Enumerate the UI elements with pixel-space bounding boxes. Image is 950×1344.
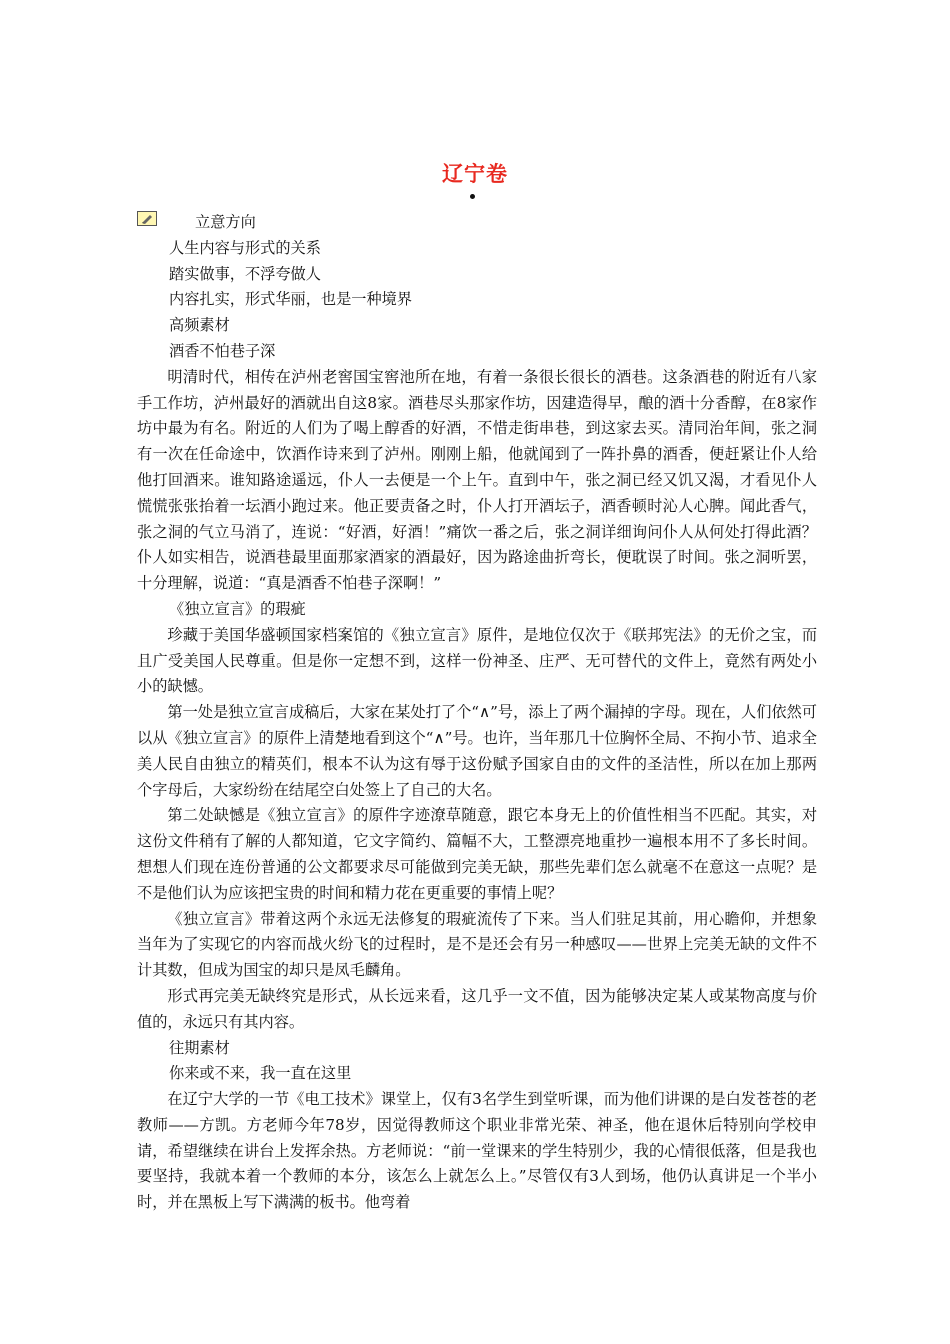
document-title: 辽宁卷 bbox=[442, 162, 508, 186]
heading-line: 高频素材 bbox=[169, 316, 230, 335]
heading-line: 《独立宣言》的瑕疵 bbox=[169, 599, 306, 618]
body-paragraph: 形式再完美无缺终究是形式，从长远来看，这几乎一文不值，因为能够决定某人或某物高度与价值的，永远只有其内容。 bbox=[137, 986, 817, 1031]
heading-line: 人生内容与形式的关系 bbox=[169, 238, 321, 257]
heading-line: 往期素材 bbox=[169, 1038, 230, 1057]
body-paragraph: 第一处是独立宣言成稿后，大家在某处打了个“∧”号，添上了两个漏掉的字母。现在，人们依然可以从《独立宣言》的原件上清楚地看到这个“∧”号。也许，当年那几十位胸怀全局、不拘小节、追求全美人民自由独立的精英们，根本不认为这有辱于这份赋予国家自由的文件的圣洁性，所以在加上那两个字母后，大家纷纷在结尾空白处签上了自己的大名。 bbox=[137, 703, 817, 799]
body-paragraph: 珍藏于美国华盛顿国家档案馆的《独立宣言》原件，是地位仅次于《联邦宪法》的无价之宝，而且广受美国人民尊重。但是你一定想不到，这样一份神圣、庄严、无可替代的文件上，竟然有两处小小的缺憾。 bbox=[137, 625, 817, 696]
heading-line: 踏实做事，不浮夸做人 bbox=[169, 264, 321, 283]
heading-line: 内容扎实，形式华丽，也是一种境界 bbox=[169, 290, 412, 309]
heading-line: 酒香不怕巷子深 bbox=[169, 341, 276, 360]
heading-line: 立意方向 bbox=[195, 213, 256, 231]
body-paragraph: 在辽宁大学的一节《电工技术》课堂上，仅有3名学生到堂听课，而为他们讲课的是白发苍苍的老教师——方凯。方老师今年78岁，因觉得教师这个职业非常光荣、神圣，他在退休后特别向学校申请，希望继续在讲台上发挥余热。方老师说：“前一堂课来的学生特别少，我的心情很低落，但是我也要坚持，我就本着一个教师的本分，该怎么上就怎么上。”尽管仅有3人到场，他仍认真讲足一个半小时，并在黑板上写下满满的板书。他弯着 bbox=[137, 1090, 817, 1212]
body-paragraph: 第二处缺憾是《独立宣言》的原件字迹潦草随意，跟它本身无上的价值性相当不匹配。其实，对这份文件稍有了解的人都知道，它文字简约、篇幅不大，工整漂亮地重抄一遍根本用不了多长时间。想想人们现在连份普通的公文都要求尽可能做到完美无缺，那些先辈们怎么就毫不在意这一点呢？是不是他们认为应该把宝贵的时间和精力花在更重要的事情上呢？ bbox=[137, 806, 817, 902]
heading-line: 你来或不来，我一直在这里 bbox=[169, 1064, 352, 1083]
body-paragraph: 明清时代，相传在泸州老窖国宝窖池所在地，有着一条很长很长的酒巷。这条酒巷的附近有八家手工作坊，泸州最好的酒就出自这8家。酒巷尽头那家作坊，因建造得早，酿的酒十分香醇，在8家作坊中最为有名。附近的人们为了喝上醇香的好酒，不惜走街串巷，到这家去买。清同治年间，张之洞有一次在任命途中，饮酒作诗来到了泸州。刚刚上船，他就闻到了一阵扑鼻的酒香，便赶紧让仆人给他打回酒来。谁知路途遥远，仆人一去便是一个上午。直到中午，张之洞已经又饥又渴，才看见仆人慌慌张张抬着一坛酒小跑过来。他正要责备之时，仆人打开酒坛子，酒香顿时沁人心脾。闻此香气，张之洞的气立马消了，连说：“好酒，好酒！”痛饮一番之后，张之洞详细询问仆人从何处打得此酒？仆人如实相告，说酒巷最里面那家酒家的酒最好，因为路途曲折弯长，便耽误了时间。张之洞听罢，十分理解，说道：“真是酒香不怕巷子深啊！” bbox=[137, 367, 817, 593]
body-paragraph: 《独立宣言》带着这两个永远无法修复的瑕疵流传了下来。当人们驻足其前，用心瞻仰，并想象当年为了实现它的内容而战火纷飞的过程时，是不是还会有另一种感叹——世界上完美无缺的文件不计其数，但成为国宝的却只是凤毛麟角。 bbox=[137, 909, 817, 980]
document-body bbox=[137, 210, 817, 1216]
bullet-dot bbox=[470, 194, 475, 199]
